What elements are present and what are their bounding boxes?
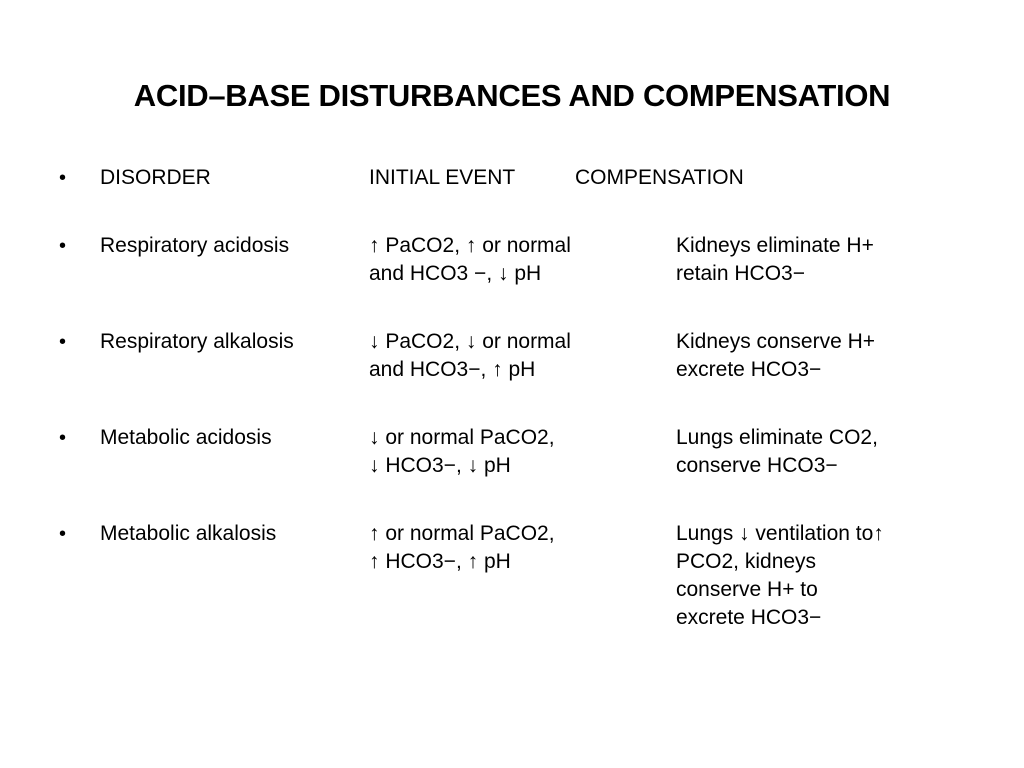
header-disorder: DISORDER [100, 166, 211, 189]
compensation-text: Kidneys eliminate H+ retain HCO3− [676, 234, 874, 285]
bullet-icon: • [59, 331, 67, 353]
bullet-icon: • [59, 235, 67, 257]
bullet-icon: • [59, 523, 67, 545]
initial-event-text: ↑ PaCO2, ↑ or normal and HCO3 −, ↓ pH [369, 234, 571, 285]
compensation-text: Kidneys conserve H+ excrete HCO3− [676, 330, 876, 381]
header-initial-event: INITIAL EVENT [369, 166, 516, 189]
bullet-icon: • [59, 427, 67, 449]
initial-event-text: ↓ or normal PaCO2, ↓ HCO3−, ↓ pH [369, 426, 555, 477]
compensation-text: Lungs ↓ ventilation to↑ PCO2, kidneys conserve H+ to excrete HCO3− [676, 522, 884, 629]
disorder-name: Respiratory acidosis [100, 234, 290, 257]
disorder-name: Metabolic alkalosis [100, 522, 277, 545]
bullet-icon: • [59, 167, 67, 189]
compensation-text: Lungs eliminate CO2, conserve HCO3− [676, 426, 878, 477]
initial-event-text: ↓ PaCO2, ↓ or normal and HCO3−, ↑ pH [369, 330, 571, 381]
initial-event-text: ↑ or normal PaCO2, ↑ HCO3−, ↑ pH [369, 522, 555, 573]
header-compensation: COMPENSATION [575, 166, 744, 189]
disorder-name: Respiratory alkalosis [100, 330, 294, 353]
slide-title: ACID–BASE DISTURBANCES AND COMPENSATION [133, 78, 891, 113]
disorder-name: Metabolic acidosis [100, 426, 272, 449]
